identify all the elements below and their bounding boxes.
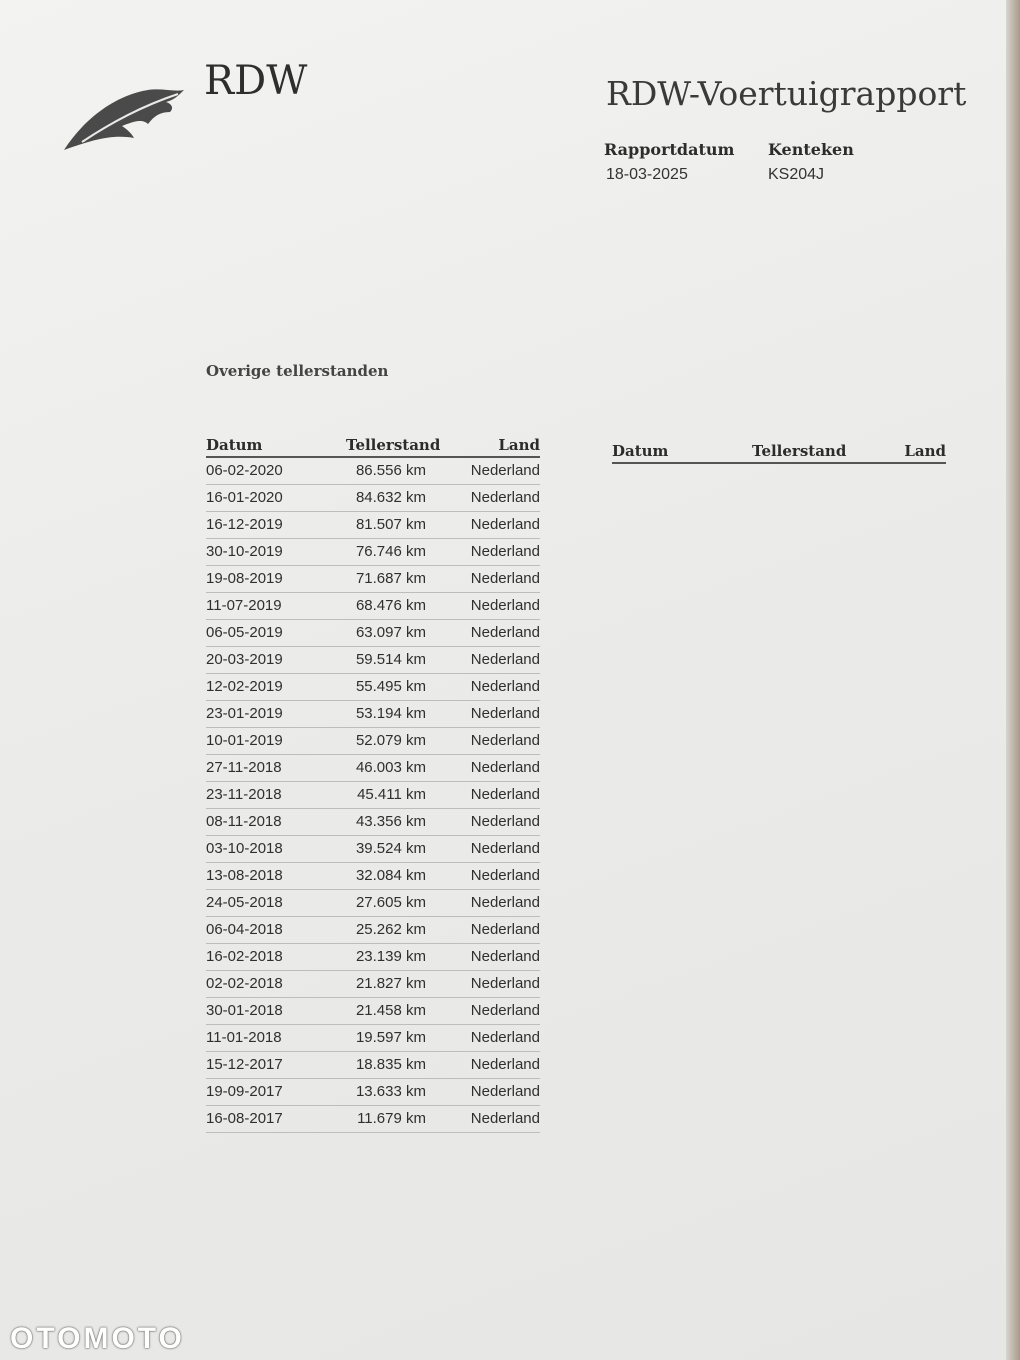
- cell-land: Nederland: [470, 597, 540, 614]
- cell-date: 15-12-2017: [206, 1056, 283, 1073]
- cell-land: Nederland: [470, 489, 540, 506]
- table-row: [206, 917, 540, 944]
- table-row: [206, 674, 540, 701]
- table-row: [206, 782, 540, 809]
- cell-land: Nederland: [470, 570, 540, 587]
- table-row: [206, 971, 540, 998]
- report-date-label: Rapportdatum: [604, 140, 735, 159]
- cell-land: Nederland: [470, 1056, 540, 1073]
- cell-km: 53.194 km: [355, 705, 426, 722]
- cell-km: 55.495 km: [355, 678, 426, 695]
- cell-km: 71.687 km: [355, 570, 426, 587]
- cell-date: 24-05-2018: [206, 894, 283, 911]
- table-row: [206, 944, 540, 971]
- cell-date: 13-08-2018: [206, 867, 283, 884]
- table-row: [206, 539, 540, 566]
- column-header-date: Datum: [612, 442, 669, 460]
- table-row: [206, 620, 540, 647]
- cell-land: Nederland: [470, 786, 540, 803]
- plate-value: KS204J: [768, 166, 825, 183]
- cell-land: Nederland: [470, 840, 540, 857]
- cell-date: 11-01-2018: [206, 1029, 282, 1046]
- cell-km: 46.003 km: [355, 759, 426, 776]
- cell-km: 43.356 km: [355, 813, 426, 830]
- cell-date: 23-01-2019: [206, 705, 283, 722]
- cell-date: 10-01-2019: [206, 732, 283, 749]
- cell-date: 16-08-2017: [206, 1110, 283, 1127]
- odometer-table-empty: [612, 438, 946, 464]
- cell-date: 12-02-2019: [206, 678, 283, 695]
- cell-km: 86.556 km: [355, 462, 426, 479]
- column-header-land: Land: [904, 442, 946, 460]
- table-row: [206, 701, 540, 728]
- table-row: [206, 458, 540, 485]
- cell-land: Nederland: [470, 759, 540, 776]
- table-row: [206, 863, 540, 890]
- cell-land: Nederland: [470, 975, 540, 992]
- table-row: [206, 809, 540, 836]
- table-row: [206, 998, 540, 1025]
- cell-land: Nederland: [470, 921, 540, 938]
- table-row: [206, 647, 540, 674]
- cell-km: 59.514 km: [355, 651, 426, 668]
- cell-land: Nederland: [470, 867, 540, 884]
- brand-name: RDW: [204, 58, 308, 104]
- cell-km: 23.139 km: [355, 948, 426, 965]
- table-row: [206, 890, 540, 917]
- cell-land: Nederland: [470, 813, 540, 830]
- table-row: [206, 1079, 540, 1106]
- cell-km: 27.605 km: [355, 894, 426, 911]
- cell-km: 25.262 km: [355, 921, 426, 938]
- table-row: [206, 593, 540, 620]
- table-row: [206, 1106, 540, 1133]
- table-row: [206, 755, 540, 782]
- cell-date: 02-02-2018: [206, 975, 283, 992]
- cell-date: 16-12-2019: [206, 516, 283, 533]
- cell-date: 19-09-2017: [206, 1083, 283, 1100]
- cell-land: Nederland: [470, 462, 540, 479]
- plate-label: Kenteken: [768, 140, 854, 159]
- cell-km: 81.507 km: [355, 516, 426, 533]
- cell-land: Nederland: [470, 1029, 540, 1046]
- cell-land: Nederland: [470, 1083, 540, 1100]
- rdw-feather-logo: [62, 82, 188, 154]
- cell-date: 20-03-2019: [206, 651, 283, 668]
- cell-km: 68.476 km: [355, 597, 426, 614]
- cell-km: 13.633 km: [355, 1083, 426, 1100]
- odometer-table: [206, 432, 540, 1133]
- cell-date: 11-07-2019: [206, 597, 282, 614]
- cell-km: 45.411 km: [357, 786, 426, 803]
- column-header-date: Datum: [206, 436, 263, 454]
- cell-land: Nederland: [470, 894, 540, 911]
- cell-date: 06-05-2019: [206, 624, 283, 641]
- cell-km: 84.632 km: [355, 489, 426, 506]
- cell-date: 06-04-2018: [206, 921, 283, 938]
- cell-date: 19-08-2019: [206, 570, 283, 587]
- table-row: [206, 1025, 540, 1052]
- cell-land: Nederland: [470, 624, 540, 641]
- cell-land: Nederland: [470, 1002, 540, 1019]
- table-header-empty: [612, 438, 946, 464]
- column-header-km: Tellerstand: [346, 436, 441, 454]
- report-date-value: 18-03-2025: [606, 166, 688, 183]
- cell-km: 63.097 km: [355, 624, 426, 641]
- table-header: [206, 432, 540, 458]
- cell-km: 21.827 km: [355, 975, 426, 992]
- table-row: [206, 836, 540, 863]
- cell-km: 52.079 km: [355, 732, 426, 749]
- table-row: [206, 728, 540, 755]
- cell-km: 32.084 km: [355, 867, 426, 884]
- cell-land: Nederland: [470, 516, 540, 533]
- column-header-km: Tellerstand: [752, 442, 847, 460]
- cell-date: 27-11-2018: [206, 759, 282, 776]
- table-row: [206, 566, 540, 593]
- cell-km: 18.835 km: [355, 1056, 426, 1073]
- cell-date: 08-11-2018: [206, 813, 282, 830]
- cell-land: Nederland: [470, 678, 540, 695]
- cell-land: Nederland: [470, 543, 540, 560]
- table-row: [206, 512, 540, 539]
- paper-edge-background: [1006, 0, 1020, 1360]
- otomoto-watermark: OTOMOTO: [10, 1322, 185, 1355]
- cell-km: 39.524 km: [355, 840, 426, 857]
- cell-km: 11.679 km: [357, 1110, 426, 1127]
- cell-land: Nederland: [470, 651, 540, 668]
- cell-date: 16-02-2018: [206, 948, 283, 965]
- cell-date: 16-01-2020: [206, 489, 283, 506]
- cell-date: 06-02-2020: [206, 462, 283, 479]
- cell-land: Nederland: [470, 948, 540, 965]
- cell-land: Nederland: [470, 705, 540, 722]
- cell-date: 23-11-2018: [206, 786, 282, 803]
- cell-date: 03-10-2018: [206, 840, 283, 857]
- column-header-land: Land: [498, 436, 540, 454]
- cell-land: Nederland: [470, 1110, 540, 1127]
- cell-date: 30-01-2018: [206, 1002, 283, 1019]
- cell-date: 30-10-2019: [206, 543, 283, 560]
- report-title: RDW-Voertuigrapport: [606, 74, 967, 113]
- cell-land: Nederland: [470, 732, 540, 749]
- cell-km: 76.746 km: [355, 543, 426, 560]
- cell-km: 21.458 km: [355, 1002, 426, 1019]
- cell-km: 19.597 km: [355, 1029, 426, 1046]
- table-row: [206, 1052, 540, 1079]
- section-title: Overige tellerstanden: [206, 362, 389, 380]
- table-row: [206, 485, 540, 512]
